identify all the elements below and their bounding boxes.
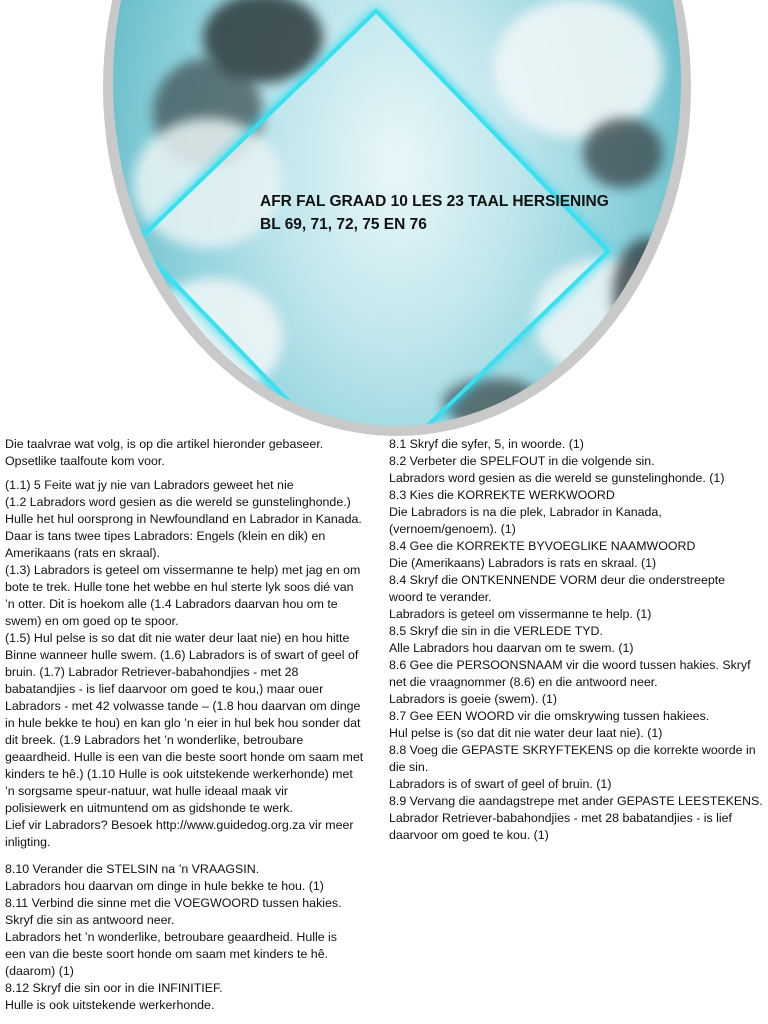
article-line: kinders te hê.) (1.10 Hulle is ook uitstekende werkerhonde) met [5,767,353,781]
question-line: 8.9 Vervang die aandagstrepe met ander GEPASTE LEESTEKENS. [389,794,763,808]
question-line: Labradors is geteel om vissermanne te help. (1) [389,607,652,621]
article-line: in hule bekke te hou) en kan glo ’n eier in hul bek hou sonder dat [5,716,361,730]
question-line: 8.12 Skryf die sin oor in die INFINITIEF. [5,981,223,995]
question-line: 8.4 Gee die KORREKTE BYVOEGLIKE NAAMWOORD [389,539,696,553]
article-line: Lief vir Labradors? Besoek http://www.guidedog.org.za vir meer [5,818,354,832]
article-line: Binne wanneer hulle swem. (1.6) Labradors is of swart of geel of [5,648,359,662]
question-line: daarvoor om goed te kou. (1) [389,828,549,842]
question-line: Labradors het ’n wonderlike, betroubare geaardheid. Hulle is [5,930,338,944]
article-line: geaardheid. Hulle is een van die beste soort honde om saam met [5,750,364,764]
article-line: inligting. [5,835,51,849]
question-line: 8.3 Kies die KORREKTE WERKWOORD [389,488,615,502]
question-line: 8.6 Gee die PERSOONSNAAM vir die woord tussen hakies. Skryf [389,658,751,672]
article-line: Amerikaans (rats en skraal). [5,546,160,560]
question-line: Skryf die sin as antwoord neer. [5,913,175,927]
question-line: 8.11 Verbind die sinne met die VOEGWOORD tussen hakies. [5,896,342,910]
question-line: (daarom) (1) [5,964,74,978]
question-line: Labrador Retriever-babahondjies - met 28 babatandjies - is lief [389,811,732,825]
article-line: (1.2 Labradors word gesien as die wereld se gunstelinghonde.) [5,495,351,509]
question-line: net die vraagnommer (8.6) en die antwoord neer. [389,675,658,689]
question-line: Hul pelse is (so dat dit nie water deur laat nie). (1) [389,726,663,740]
title-line-1: AFR FAL GRAAD 10 LES 23 TAAL HERSIENING [260,193,609,210]
page-title [260,190,609,236]
question-line: een van die beste soort honde om saam met kinders te hê. [5,947,329,961]
question-line: 8.1 Skryf die syfer, 5, in woorde. (1) [389,437,584,451]
question-line: 8.2 Verbeter die SPELFOUT in die volgende sin. [389,454,655,468]
article-line: Daar is tans twee tipes Labradors: Engels (klein en dik) en [5,529,326,543]
question-line: 8.4 Skryf die ONTKENNENDE VORM deur die onderstreepte [389,573,726,587]
question-line: woord te verander. [389,590,492,604]
right-column [389,436,765,844]
question-line: Labradors hou daarvan om dinge in hule bekke te hou. (1) [5,879,324,893]
question-line: Labradors word gesien as die wereld se gunstelinghonde. (1) [389,471,725,485]
question-line: 8.5 Skryf die sin in die VERLEDE TYD. [389,624,603,638]
article-line: (1.5) Hul pelse is so dat dit nie water deur laat nie) en hou hitte [5,631,350,645]
question-line: 8.8 Voeg die GEPASTE SKRYFTEKENS op die korrekte woorde in [389,743,756,757]
article-line: ’n sorgsame speur-natuur, wat hulle ideaal maak vir [5,784,289,798]
article-line: polisiewerk en uitmuntend om as gidshonde te werk. [5,801,293,815]
question-line: (vernoem/genoem). (1) [389,522,516,536]
question-line: die sin. [389,760,429,774]
article-line: Hulle het hul oorsprong in Newfoundland en Labrador in Kanada. [5,512,362,526]
article-line: Labradors - met 42 volwasse tande – (1.8 hou daarvan om dinge [5,699,361,713]
intro-line: Die taalvrae wat volg, is op die artikel hieronder gebaseer. [5,437,324,451]
article-line: ’n otter. Dit is hoekom alle (1.4 Labradors daarvan hou om te [5,597,338,611]
cloud-light [493,0,663,138]
question-line: Die (Amerikaans) Labradors is rats en skraal. (1) [389,556,657,570]
question-line: Hulle is ook uitstekende werkerhonde. [5,998,215,1012]
question-line: Labradors is of swart of geel of bruin. (1) [389,777,612,791]
cloud-dark [613,238,681,348]
question-line: 8.7 Gee EEN WOORD vir die omskrywing tussen hakiees. [389,709,710,723]
question-line: Alle Labradors hou daarvan om te swem. (1) [389,641,634,655]
cloud-dark [583,118,663,188]
left-column [5,436,387,1014]
question-line: 8.10 Verander die STELSIN na ’n VRAAGSIN. [5,862,260,876]
article-line: (1.1) 5 Feite wat jy nie van Labradors geweet het nie [5,478,294,492]
intro-line: Opsetlike taalfoute kom voor. [5,454,165,468]
article-line: bote te trek. Hulle tone het webbe en hul sterte lyk soos dié van [5,580,354,594]
article-line: bruin. (1.7) Labrador Retriever-babahondjies - met 28 [5,665,299,679]
article-line: dit breek. (1.9 Labradors het ’n wonderlike, betroubare [5,733,304,747]
question-line: Die Labradors is na die plek, Labrador in Kanada, [389,505,662,519]
article-line: swem) en om goed op te spoor. [5,614,179,628]
question-line: Labradors is goeie (swem). (1) [389,692,558,706]
article-line: babatandjies - is lief daarvoor om goed te kou,) maar ouer [5,682,324,696]
article-line: (1.3) Labradors is geteel om vissermanne te help) met jag en om [5,563,361,577]
title-line-2: BL 69, 71, 72, 75 EN 76 [260,216,427,233]
